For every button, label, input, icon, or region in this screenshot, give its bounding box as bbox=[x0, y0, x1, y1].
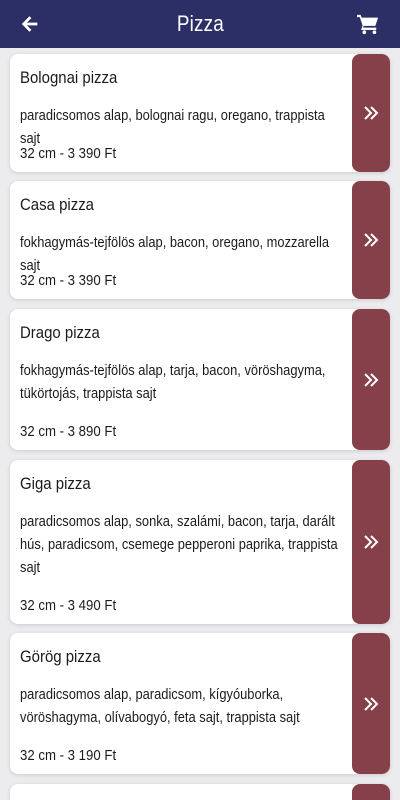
item-name: Bolognai pizza bbox=[20, 68, 118, 87]
open-item-button[interactable] bbox=[352, 460, 390, 624]
item-name: Giga pizza bbox=[20, 474, 91, 493]
open-item-button[interactable] bbox=[352, 181, 390, 299]
double-chevron-right-icon bbox=[362, 231, 380, 249]
item-description: paradicsomos alap, paradicsom, kígyóuborka, vöröshagyma, olívabogyó, feta sajt, trappista sajt bbox=[20, 686, 300, 726]
app-header bbox=[0, 0, 400, 48]
double-chevron-right-icon bbox=[362, 104, 380, 122]
list-item[interactable] bbox=[10, 460, 390, 624]
item-description: fokhagymás-tejfölös alap, bacon, oregano, mozzarella sajt bbox=[20, 234, 330, 274]
double-chevron-right-icon bbox=[362, 533, 380, 551]
item-description: paradicsomos alap, bolognai ragu, oregano, trappista sajt bbox=[20, 107, 325, 147]
open-item-button[interactable] bbox=[352, 54, 390, 172]
item-price: 32 cm - 3 190 Ft bbox=[20, 747, 117, 764]
double-chevron-right-icon bbox=[362, 371, 380, 389]
open-item-button[interactable] bbox=[352, 633, 390, 774]
page-title: Pizza bbox=[176, 11, 224, 36]
open-item-button[interactable] bbox=[352, 309, 390, 450]
item-price: 32 cm - 3 390 Ft bbox=[20, 272, 117, 289]
item-name: Casa pizza bbox=[20, 195, 95, 214]
item-price: 32 cm - 3 890 Ft bbox=[20, 423, 117, 440]
back-button[interactable] bbox=[6, 0, 54, 48]
open-item-button[interactable] bbox=[352, 784, 390, 800]
item-description: paradicsomos alap, sonka, szalámi, bacon, tarja, darált hús, paradicsom, csemege pepperoni paprika, trappista sajt bbox=[20, 513, 338, 576]
item-price: 32 cm - 3 390 Ft bbox=[20, 145, 117, 162]
arrow-left-icon bbox=[19, 13, 41, 35]
double-chevron-right-icon bbox=[362, 695, 380, 713]
list-item-partial[interactable] bbox=[10, 784, 390, 800]
pizza-list bbox=[0, 48, 400, 800]
list-item[interactable] bbox=[10, 54, 390, 172]
list-item[interactable] bbox=[10, 181, 390, 299]
list-item[interactable] bbox=[10, 633, 390, 774]
item-price: 32 cm - 3 490 Ft bbox=[20, 597, 117, 614]
item-description: fokhagymás-tejfölös alap, tarja, bacon, vöröshagyma, tükörtojás, trappista sajt bbox=[20, 362, 326, 402]
list-item[interactable] bbox=[10, 309, 390, 450]
item-name: Görög pizza bbox=[20, 647, 101, 666]
item-name: Drago pizza bbox=[20, 323, 100, 342]
cart-button[interactable] bbox=[344, 0, 392, 48]
cart-icon bbox=[356, 13, 380, 35]
